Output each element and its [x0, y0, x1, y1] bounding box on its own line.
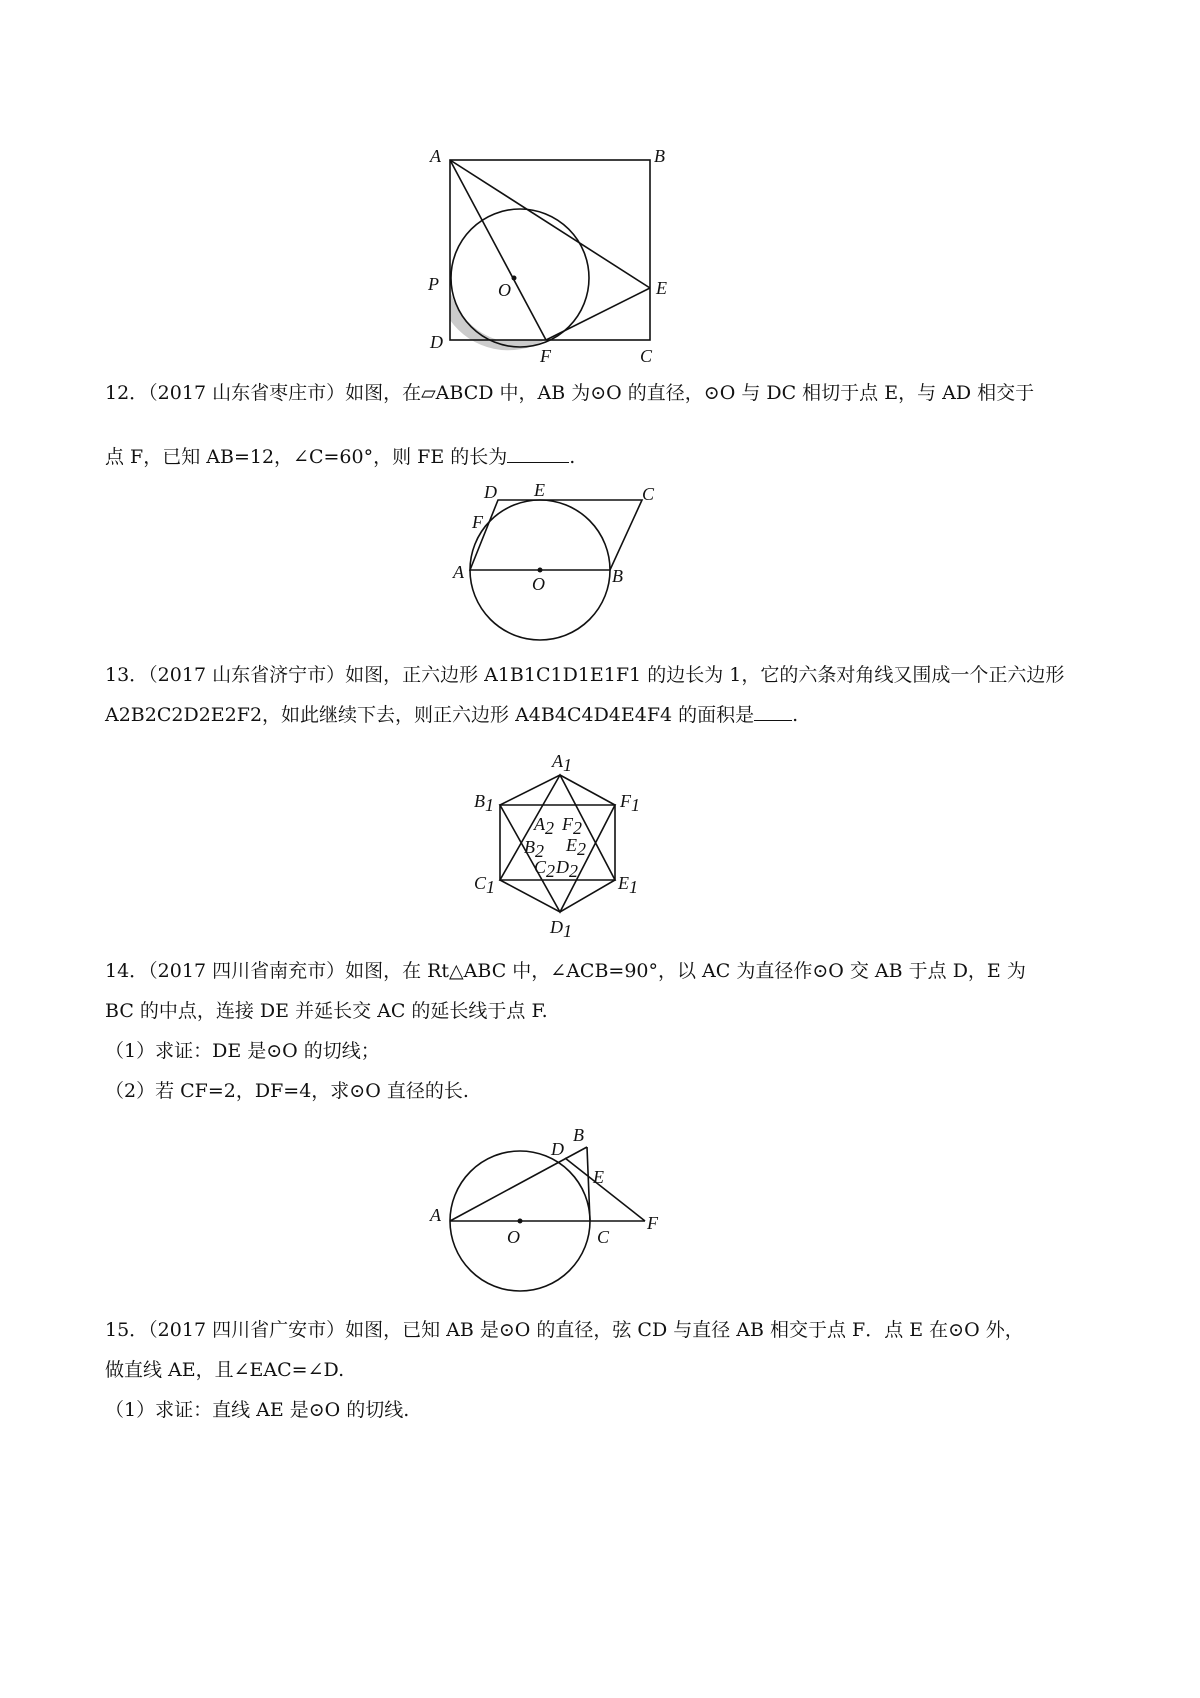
question-13	[105, 660, 1105, 730]
segment-ab	[450, 1147, 587, 1221]
label-a2: A2	[534, 814, 554, 838]
question-13-line2-text: A2B2C2D2E2F2，如此继续下去，则正六边形 A4B4C4D4E4F4 的面积是	[105, 704, 755, 726]
label-d: D	[551, 1139, 564, 1159]
label-d2: D2	[556, 857, 578, 881]
segment-df	[565, 1158, 645, 1221]
label-e: E	[593, 1167, 604, 1187]
label-c: C	[640, 346, 653, 366]
label-b: B	[612, 566, 623, 586]
center-dot	[538, 568, 543, 573]
question-15-line1: 15．（2017 四川省广安市）如图，已知 AB 是⊙O 的直径，弦 CD 与直径 AB 相交于点 F．点 E 在⊙O 外，	[105, 1319, 1024, 1341]
question-12-line2	[105, 442, 1105, 472]
label-a: A	[430, 1205, 441, 1225]
label-b: B	[573, 1125, 584, 1145]
question-14	[105, 956, 1105, 1106]
question-12-line2-text: 点 F，已知 AB=12，∠C=60°，则 FE 的长为	[105, 446, 508, 468]
label-d: D	[484, 482, 497, 502]
segment-af	[450, 160, 546, 340]
hexagon-outer	[500, 775, 615, 912]
label-e1: E1	[618, 873, 638, 897]
label-c: C	[642, 484, 655, 504]
label-f2: F2	[562, 814, 582, 838]
label-c: C	[597, 1227, 610, 1247]
figure-parallelogram-circle	[450, 482, 680, 642]
label-e2: E2	[566, 835, 586, 859]
label-c1: C1	[474, 873, 496, 897]
question-13-line1: 13．（2017 山东省济宁市）如图，正六边形 A1B1C1D1E1F1 的边长为 1，它的六条对角线又围成一个正六边形	[105, 664, 1065, 686]
segment-ae	[450, 160, 650, 288]
parallelogram-abcd	[470, 500, 642, 570]
question-15	[105, 1315, 1105, 1425]
figure-hexagon	[470, 751, 660, 945]
answer-blank	[507, 444, 569, 463]
label-p: P	[428, 274, 439, 294]
center-dot	[512, 276, 517, 281]
center-dot	[518, 1219, 523, 1224]
label-a: A	[453, 562, 464, 582]
answer-blank	[754, 702, 792, 721]
label-d: D	[430, 332, 443, 352]
question-12	[105, 378, 1105, 472]
question-14-line1: 14．（2017 四川省南充市）如图，在 Rt△ABC 中，∠ACB=90°，以 AC 为直径作⊙O 交 AB 于点 D，E 为	[105, 960, 1026, 982]
question-13-line2	[105, 700, 1105, 730]
question-13-line2-end: .	[792, 704, 799, 726]
question-15-line2: 做直线 AE，且∠EAC=∠D.	[105, 1359, 345, 1381]
figure-right-triangle-circle	[425, 1125, 675, 1300]
question-14-part2: （2）若 CF=2，DF=4，求⊙O 直径的长.	[105, 1080, 469, 1102]
label-a: A	[430, 146, 441, 166]
label-c2: C2	[534, 857, 556, 881]
label-f: F	[647, 1213, 658, 1233]
question-14-part1: （1）求证：DE 是⊙O 的切线；	[105, 1040, 380, 1062]
label-e: E	[534, 480, 545, 500]
label-e: E	[656, 278, 667, 298]
label-f: F	[540, 346, 551, 366]
circle-o	[451, 209, 589, 347]
square-abcd	[450, 160, 650, 340]
label-o: O	[532, 574, 545, 594]
label-f1: F1	[620, 791, 640, 815]
label-d1: D1	[550, 917, 572, 941]
figure-square-circle	[428, 146, 740, 390]
label-f: F	[472, 512, 483, 532]
question-12-line1: 12．（2017 山东省枣庄市）如图，在▱ABCD 中，AB 为⊙O 的直径，⊙O 与 DC 相切于点 E，与 AD 相交于	[105, 382, 1035, 404]
label-b1: B1	[474, 791, 494, 815]
label-b: B	[654, 146, 665, 166]
label-a1: A1	[552, 751, 572, 775]
question-15-part1: （1）求证：直线 AE 是⊙O 的切线.	[105, 1399, 410, 1421]
label-o: O	[507, 1227, 520, 1247]
question-14-line2: BC 的中点，连接 DE 并延长交 AC 的延长线于点 F.	[105, 1000, 548, 1022]
segment-fe	[546, 288, 650, 340]
label-b2: B2	[524, 837, 544, 861]
question-12-line2-end: .	[569, 446, 576, 468]
label-o: O	[498, 280, 511, 300]
